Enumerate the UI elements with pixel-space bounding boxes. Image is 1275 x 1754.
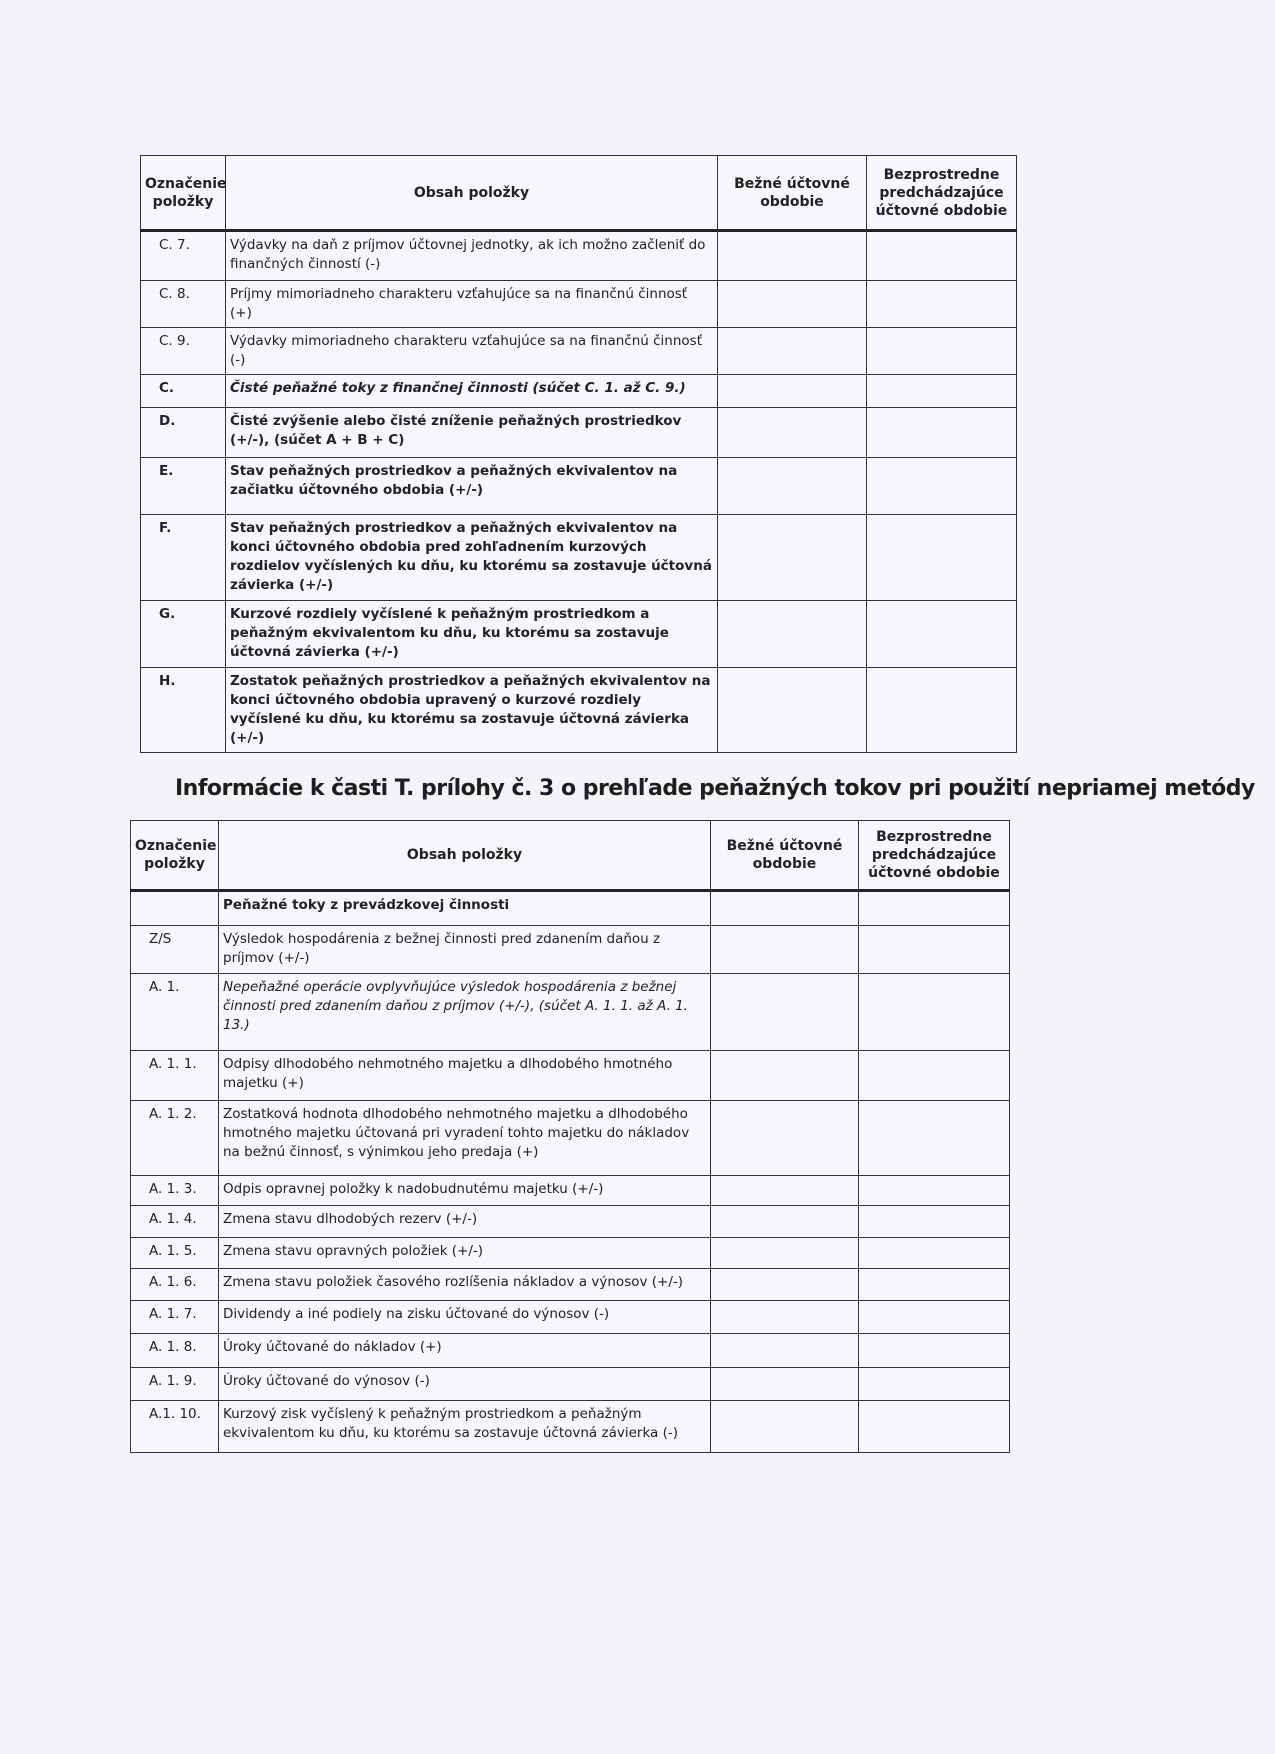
item-content: Čisté peňažné toky z finančnej činnosti (súčet C. 1. až C. 9.) (226, 375, 718, 408)
current-period-value-cell[interactable] (718, 281, 867, 328)
item-code: A. 1. 1. (131, 1051, 219, 1101)
current-period-value-cell[interactable] (718, 458, 867, 515)
current-period-value-cell[interactable] (718, 668, 867, 753)
indirect-method-table (130, 820, 1010, 1453)
item-code: A. 1. 7. (131, 1301, 219, 1334)
item-code: C. 8. (141, 281, 226, 328)
item-content: Kurzový zisk vyčíslený k peňažným prostriedkom a peňažným ekvivalentom ku dňu, ku ktorému sa zostavuje účtovná závierka (-) (219, 1401, 711, 1453)
item-code: A. 1. 9. (131, 1368, 219, 1401)
table-row (131, 1176, 1010, 1206)
item-code: F. (141, 515, 226, 601)
item-code: C. 9. (141, 328, 226, 375)
item-code: A. 1. 8. (131, 1334, 219, 1368)
item-content: Úroky účtované do nákladov (+) (219, 1334, 711, 1368)
item-content: Výdavky na daň z príjmov účtovnej jednotky, ak ich možno začleniť do finančných činností (-) (226, 231, 718, 281)
item-content: Kurzové rozdiely vyčíslené k peňažným prostriedkom a peňažným ekvivalentom ku dňu, ku ktorému sa zostavuje účtovná závierka (+/-) (226, 601, 718, 668)
table-row (141, 231, 1017, 281)
current-period-value-cell[interactable] (711, 1051, 859, 1101)
item-code: A. 1. 2. (131, 1101, 219, 1176)
previous-period-value-cell[interactable] (859, 1176, 1010, 1206)
current-period-value-cell[interactable] (718, 408, 867, 458)
table-row (131, 1368, 1010, 1401)
previous-period-value-cell[interactable] (867, 281, 1017, 328)
table-row (131, 1101, 1010, 1176)
item-code: A. 1. 5. (131, 1238, 219, 1269)
item-code: G. (141, 601, 226, 668)
item-code: A. 1. (131, 974, 219, 1051)
header-content: Obsah položky (226, 156, 718, 231)
current-period-value-cell[interactable] (711, 891, 859, 926)
previous-period-value-cell[interactable] (859, 1101, 1010, 1176)
table-row (141, 281, 1017, 328)
table-row (131, 974, 1010, 1051)
item-code (131, 891, 219, 926)
item-content: Zostatková hodnota dlhodobého nehmotného majetku a dlhodobého hmotného majetku účtovaná pri vyradení tohto majetku do nákladov na bežnú činnosť, s výnimkou jeho predaja (+) (219, 1101, 711, 1176)
previous-period-value-cell[interactable] (867, 328, 1017, 375)
current-period-value-cell[interactable] (711, 1101, 859, 1176)
item-code: A. 1. 6. (131, 1269, 219, 1301)
item-content: Výsledok hospodárenia z bežnej činnosti pred zdanením daňou z príjmov (+/-) (219, 926, 711, 974)
previous-period-value-cell[interactable] (867, 515, 1017, 601)
item-code: E. (141, 458, 226, 515)
table-row (131, 1334, 1010, 1368)
item-content: Zmena stavu položiek časového rozlíšenia nákladov a výnosov (+/-) (219, 1269, 711, 1301)
current-period-value-cell[interactable] (711, 1301, 859, 1334)
current-period-value-cell[interactable] (718, 601, 867, 668)
item-code: H. (141, 668, 226, 753)
item-content: Nepeňažné operácie ovplyvňujúce výsledok hospodárenia z bežnej činnosti pred zdanením daňou z príjmov (+/-), (súčet A. 1. 1. až A. 1. 13.) (219, 974, 711, 1051)
current-period-value-cell[interactable] (718, 515, 867, 601)
cash-flow-table-continued (140, 155, 1017, 753)
previous-period-value-cell[interactable] (859, 1206, 1010, 1238)
current-period-value-cell[interactable] (711, 1334, 859, 1368)
table-row (141, 328, 1017, 375)
previous-period-value-cell[interactable] (859, 1368, 1010, 1401)
item-code: A.1. 10. (131, 1401, 219, 1453)
previous-period-value-cell[interactable] (859, 1269, 1010, 1301)
table-row (131, 1401, 1010, 1453)
item-content: Zmena stavu dlhodobých rezerv (+/-) (219, 1206, 711, 1238)
table-row (131, 926, 1010, 974)
previous-period-value-cell[interactable] (859, 1401, 1010, 1453)
header-content: Obsah položky (219, 821, 711, 891)
current-period-value-cell[interactable] (711, 1176, 859, 1206)
current-period-value-cell[interactable] (711, 974, 859, 1051)
table-row (131, 1051, 1010, 1101)
previous-period-value-cell[interactable] (859, 1301, 1010, 1334)
item-content: Úroky účtované do výnosov (-) (219, 1368, 711, 1401)
item-code: C. 7. (141, 231, 226, 281)
table-row (141, 601, 1017, 668)
item-content: Príjmy mimoriadneho charakteru vzťahujúce sa na finančnú činnosť (+) (226, 281, 718, 328)
item-content: Stav peňažných prostriedkov a peňažných ekvivalentov na konci účtovného obdobia pred zohľadnením kurzových rozdielov vyčíslených ku dňu, ku ktorému sa zostavuje účtovná závierka (+/-) (226, 515, 718, 601)
table-row (131, 1269, 1010, 1301)
current-period-value-cell[interactable] (711, 1269, 859, 1301)
previous-period-value-cell[interactable] (859, 1334, 1010, 1368)
table-row (131, 1206, 1010, 1238)
item-code: C. (141, 375, 226, 408)
previous-period-value-cell[interactable] (859, 1051, 1010, 1101)
current-period-value-cell[interactable] (711, 926, 859, 974)
previous-period-value-cell[interactable] (867, 408, 1017, 458)
item-content: Zmena stavu opravných položiek (+/-) (219, 1238, 711, 1269)
item-code: D. (141, 408, 226, 458)
item-content: Zostatok peňažných prostriedkov a peňažných ekvivalentov na konci účtovného obdobia upravený o kurzové rozdiely vyčíslené ku dňu, ku ktorému sa zostavuje účtovná závierka (+/-) (226, 668, 718, 753)
table-row (141, 515, 1017, 601)
item-content: Čisté zvýšenie alebo čisté zníženie peňažných prostriedkov (+/-), (súčet A + B + C) (226, 408, 718, 458)
header-current-period: Bežné účtovné obdobie (718, 156, 867, 231)
item-content: Odpis opravnej položky k nadobudnutému majetku (+/-) (219, 1176, 711, 1206)
previous-period-value-cell[interactable] (859, 974, 1010, 1051)
header-previous-period: Bezprostredne predchádzajúce účtovné obdobie (859, 821, 1010, 891)
header-previous-period: Bezprostredne predchádzajúce účtovné obdobie (867, 156, 1017, 231)
item-content: Dividendy a iné podiely na zisku účtované do výnosov (-) (219, 1301, 711, 1334)
previous-period-value-cell[interactable] (859, 1238, 1010, 1269)
table-row (131, 1301, 1010, 1334)
header-code: Označenie položky (131, 821, 219, 891)
table-row (131, 891, 1010, 926)
previous-period-value-cell[interactable] (867, 231, 1017, 281)
item-content: Stav peňažných prostriedkov a peňažných ekvivalentov na začiatku účtovného obdobia (+/-) (226, 458, 718, 515)
table1-body (141, 231, 1017, 753)
header-code: Označenie položky (141, 156, 226, 231)
current-period-value-cell[interactable] (718, 375, 867, 408)
table-row (141, 668, 1017, 753)
current-period-value-cell[interactable] (718, 328, 867, 375)
current-period-value-cell[interactable] (718, 231, 867, 281)
item-content: Odpisy dlhodobého nehmotného majetku a dlhodobého hmotného majetku (+) (219, 1051, 711, 1101)
previous-period-value-cell[interactable] (867, 375, 1017, 408)
item-code: A. 1. 4. (131, 1206, 219, 1238)
item-code: A. 1. 3. (131, 1176, 219, 1206)
table-row (141, 458, 1017, 515)
table-row (141, 408, 1017, 458)
current-period-value-cell[interactable] (711, 1238, 859, 1269)
table2-body (131, 891, 1010, 1453)
previous-period-value-cell[interactable] (859, 926, 1010, 974)
table-row (141, 375, 1017, 408)
item-code: Z/S (131, 926, 219, 974)
previous-period-value-cell[interactable] (867, 668, 1017, 753)
item-content: Výdavky mimoriadneho charakteru vzťahujúce sa na finančnú činnosť (-) (226, 328, 718, 375)
current-period-value-cell[interactable] (711, 1368, 859, 1401)
previous-period-value-cell[interactable] (859, 891, 1010, 926)
previous-period-value-cell[interactable] (867, 601, 1017, 668)
item-content: Peňažné toky z prevádzkovej činnosti (219, 891, 711, 926)
table-row (131, 1238, 1010, 1269)
header-current-period: Bežné účtovné obdobie (711, 821, 859, 891)
current-period-value-cell[interactable] (711, 1206, 859, 1238)
previous-period-value-cell[interactable] (867, 458, 1017, 515)
current-period-value-cell[interactable] (711, 1401, 859, 1453)
section-title: Informácie k časti T. prílohy č. 3 o prehľade peňažných tokov pri použití nepriamej metódy (175, 776, 1255, 801)
